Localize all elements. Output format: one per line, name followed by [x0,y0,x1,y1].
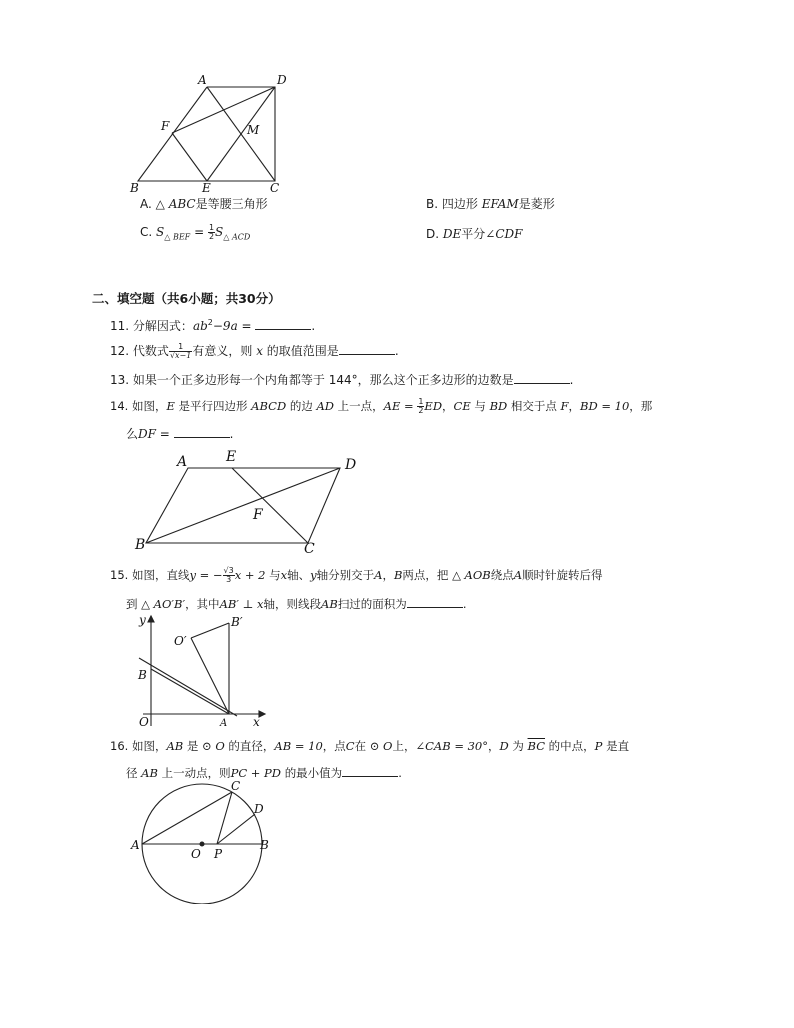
q15-v3: x [280,568,288,582]
q10-line-fd [172,87,275,133]
q16-l2-t1: 径 [126,766,138,780]
q12-answer-blank[interactable] [339,342,395,355]
q15-v5: A [374,568,383,582]
q15-t4: 轴分别交于 [316,568,375,582]
q16-label-b: B [260,838,269,852]
option-d-var2: ∠CDF [485,227,523,241]
q14-t8: ， [568,399,581,413]
q15-t5: ， [382,568,394,582]
q14-v4: AE = [383,399,414,413]
q14-t3: 的边 [289,399,313,413]
q15-frac-num: √3 [223,566,234,575]
q16-t6: 上， [392,739,416,753]
q15-t3: 轴、 [287,568,311,582]
q15-line-ab [139,658,237,716]
q15-v4: y [310,568,317,582]
q16-label-o: O [191,847,201,861]
option-c-sub2: △ ACD [223,232,251,242]
q16-l2-v2: PC + PD [230,766,282,780]
q12-frac-num: 1 [169,343,192,352]
q12-fraction [169,343,192,360]
q14-t2: 是平行四边形 [178,399,248,413]
option-c-label: C. [140,225,153,239]
q15-t8: 顺时针旋转后得 [522,568,603,582]
question-13 [110,371,573,388]
q16-l2-t3: 的最小值为 [284,766,343,780]
q15-l2-t1: 到 [126,597,138,611]
question-11 [110,315,315,334]
q15-figure [125,610,275,732]
q15-t1: 如图，直线 [131,568,190,582]
q11-text: 分解因式： [132,319,193,333]
q12-frac-den: √x−1 [169,351,192,360]
q16-l2-v1: AB [141,766,158,780]
q10-label-b: B [130,181,139,195]
q16-label-d: D [254,802,264,816]
question-12 [110,342,399,360]
q14-line2-t: 么 [126,427,139,441]
q16-v1: AB [166,739,184,753]
q16-v5: ⊙ O [369,739,393,753]
q14-v9: BD = 10 [580,399,630,413]
q15-l2-v1: △ AO′B′ [141,597,186,611]
q15-v7: △ AOB [452,568,491,582]
q15-label-b1: B′ [231,615,243,629]
q12-text3: 的取值范围是 [266,344,339,358]
q10-option-a [140,196,268,212]
q16-line-ac [142,792,232,844]
q15-label-o1: O′ [174,634,187,648]
q12-number: 12. [110,344,130,358]
q11-expr-b: −9a = [212,319,252,333]
q15-label-y: y [139,613,146,627]
q15-label-x: x [253,715,260,729]
q15-label-o: O [139,715,149,729]
q15-label-b: B [138,668,147,682]
q14-v6: CE [453,399,471,413]
q15-x-arrow [259,711,265,717]
q14-label-d: D [345,457,357,473]
option-a-text: 是等腰三角形 [195,197,268,211]
q16-l2-t2: 上一动点，则 [161,766,231,780]
q14-figure [130,445,370,557]
q10-label-c: C [270,181,280,195]
option-c-den: 2 [208,232,215,241]
q14-label-e: E [226,449,237,465]
q16-t8: 为 [512,739,524,753]
option-c-eq: = [194,225,205,239]
q15-v2: x + 2 [234,568,266,582]
q14-t9: ，那 [629,399,653,413]
q13-end: . [569,373,574,387]
q13-text: 如果一个正多边形每一个内角都等于 144°，那么这个正多边形的边数是 [132,373,514,387]
q13-number: 13. [110,373,130,387]
option-c-fraction [208,224,215,241]
q16-v7: D [499,739,509,753]
q14-t6: 与 [474,399,486,413]
q10-label-e: E [202,181,211,195]
question-15-line1 [110,567,603,584]
q16-line-pd [217,814,255,844]
q16-center-dot [200,842,204,846]
option-b-label: B. 四边形 [426,197,478,211]
q16-figure [125,778,275,904]
q15-fraction [223,567,235,584]
q16-label-p: P [214,847,223,861]
q10-line-fe [172,133,207,181]
q16-number: 16. [110,739,129,753]
q15-y-arrow [148,616,154,622]
option-a-label: A. [140,197,152,211]
q15-v1: y = − [189,568,223,582]
option-b-var: EFAM [481,197,519,211]
q14-line2-v: DF = [138,427,170,441]
q15-frac-den: 3 [226,575,232,584]
question-14-line2 [126,425,234,442]
q16-t1: 如图， [131,739,167,753]
q14-t4: 上一点， [337,399,384,413]
q10-option-c [140,224,250,245]
q16-t3: 的直径， [228,739,275,753]
q16-t4: ，点 [322,739,346,753]
q10-label-f: F [161,119,170,133]
q10-figure [125,70,295,195]
q16-label-c: C [231,779,241,793]
q16-v4: C [345,739,355,753]
q15-v8: A [513,568,523,582]
q11-number: 11. [110,319,130,333]
q14-label-a: A [177,454,188,470]
q16-end: . [398,766,402,780]
question-14-line1 [110,398,652,415]
option-d-mid: 平分 [461,227,486,241]
q11-expr-sup: 2 [207,318,213,327]
q15-end: . [462,597,467,611]
q12-var: x [256,344,263,358]
q14-label-f: F [253,507,263,523]
option-c-num: 1 [208,223,215,232]
option-c-sub1: △ BEF [164,232,191,242]
q15-t6: 两点，把 [402,568,449,582]
q10-option-b [426,196,555,212]
q15-answer-blank[interactable] [407,595,463,608]
q14-v1: E [166,399,175,413]
q12-end: . [394,344,399,358]
q16-v6: ∠CAB = 30° [415,739,488,753]
q10-option-d [426,226,522,242]
q15-t7: 绕点 [490,568,514,582]
q16-t7: ， [488,739,500,753]
q14-frac-den: 2 [418,406,424,415]
q16-answer-blank[interactable] [342,764,398,777]
q14-v7: BD [489,399,508,413]
q12-text1: 代数式 [132,344,169,358]
q10-label-d: D [277,73,287,87]
q15-number: 15. [110,568,129,582]
q14-answer-blank[interactable] [174,425,230,438]
question-16-line1 [110,738,629,754]
q14-label-b: B [135,537,146,553]
option-d-label: D. [426,227,440,241]
q16-v9: P [594,739,603,753]
q15-l2-v3: AB [321,597,338,611]
q15-l2-t2: ，其中 [185,597,220,611]
q16-t9: 的中点， [548,739,595,753]
q16-v3: AB = 10 [274,739,323,753]
q11-end: . [311,319,316,333]
q14-v8: F [560,399,569,413]
q11-expr-a: ab [192,319,208,333]
q10-label-a: A [198,73,207,87]
q15-label-a: A [220,718,228,729]
q14-number: 14. [110,399,129,413]
q11-answer-blank[interactable] [255,317,311,330]
q14-label-c: C [304,541,315,557]
option-b-text: 是菱形 [518,197,555,211]
q12-text2: 有意义，则 [192,344,253,358]
q15-l2-t3: 轴，则线段 [263,597,322,611]
q14-t5: ， [442,399,454,413]
q15-v6: B [393,568,403,582]
q16-v8: $\overline{BC}$ [527,739,546,753]
q15-line-o1b1 [191,623,229,638]
q14-v2: ABCD [251,399,287,413]
q14-v3: AD [316,399,335,413]
option-c-s1: S [156,225,165,239]
q13-answer-blank[interactable] [514,371,570,384]
q16-label-a: A [131,838,140,852]
option-d-var1: DE [442,227,462,241]
q14-t1: 如图， [131,399,167,413]
q15-l2-v2: AB′ ⊥ x [219,597,264,611]
q15-l2-t4: 扫过的面积为 [337,597,407,611]
q14-v5: ED [424,399,443,413]
q14-frac-num: 1 [418,397,424,406]
q16-t2: 是 [186,739,199,753]
q16-v2: ⊙ O [202,739,225,753]
q16-t5: 在 [354,739,367,753]
q10-label-m: M [247,123,260,137]
q16-t10: 是直 [606,739,630,753]
q14-end: . [229,427,234,441]
section-title: 二、填空题（共6小题；共30分） [92,291,281,306]
q14-t7: 相交于点 [510,399,557,413]
option-a-symbol: △ [155,197,165,211]
option-a-var: ABC [168,197,196,211]
q15-t2: 与 [269,568,281,582]
option-c-s2: S [215,225,224,239]
